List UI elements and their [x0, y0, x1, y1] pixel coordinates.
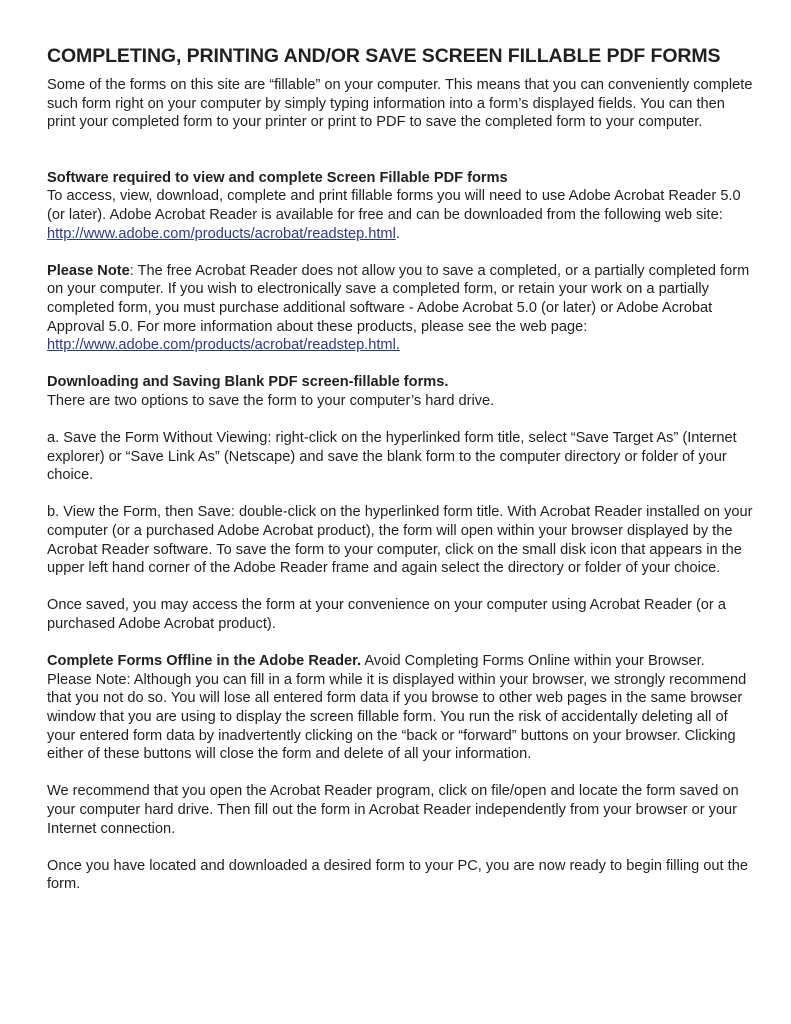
downloading-heading: Downloading and Saving Blank PDF screen-fillable forms.	[47, 374, 449, 391]
spacer	[47, 764, 753, 783]
recommend-paragraph: We recommend that you open the Acrobat Reader program, click on file/open and locate the form saved on your computer hard drive. Then fill out the form in Acrobat Reader independently from your browser or your Internet connection.	[47, 783, 739, 837]
offline-heading: Complete Forms Offline in the Adobe Reader.	[47, 653, 362, 670]
spacer	[47, 243, 753, 262]
option-b-paragraph: b. View the Form, then Save: double-click on the hyperlinked form title. With Acrobat Reader installed on your computer (or a purchased Adobe Acrobat product), the form will open within your browser displayed by the Acrobat Reader software. To save the form to your computer, click on the small disk icon that appears in the upper left hand corner of the Adobe Reader frame and again select the directory or folder of your choice.	[47, 504, 753, 577]
note-paragraph	[47, 262, 753, 355]
offline-paragraph	[47, 652, 753, 764]
offline-text: Avoid Completing Forms Online within your Browser. Please Note: Although you can fill in a form while it is displayed within your browser, we strongly recommend that you not do so. You will lose all entered form data if you browse to other web pages in the same browser window that you are using to display the screen fillable form. You run the risk of accidentally deleting all of your entered form data by inadvertently clicking on the “back or “forward” buttons on your browser. Clicking either of these buttons will close the form and delete of all your information.	[47, 653, 747, 763]
intro-paragraph: Some of the forms on this site are “fillable” on your computer. This means that you can conveniently complete such form right on your computer by simply typing information into a form’s displayed fields. You can then print your completed form to your printer or print to PDF to save the completed form to your computer.	[47, 77, 753, 131]
software-section	[47, 169, 753, 243]
note-text: : The free Acrobat Reader does not allow you to save a completed, or a partially completed form on your computer. If you wish to electronically save a completed form, or retain your work on a partially completed form, you must purchase additional software - Adobe Acrobat 5.0 (or later) or Adobe Acrobat Approval 5.0. For more information about these products, please see the web page:	[47, 262, 750, 335]
note-label: Please Note	[47, 262, 130, 279]
spacer	[47, 411, 753, 430]
spacer	[47, 485, 753, 504]
software-text: To access, view, download, complete and print fillable forms you will need to use Adobe Acrobat Reader 5.0 (or later). Adobe Acrobat Reader is available for free and can be downloaded from the following web site:	[47, 188, 741, 223]
downloading-section	[47, 373, 753, 410]
software-after-link: .	[395, 225, 400, 242]
page-title: COMPLETING, PRINTING AND/OR SAVE SCREEN FILLABLE PDF FORMS	[47, 45, 721, 67]
software-heading: Software required to view and complete Screen Fillable PDF forms	[47, 169, 508, 186]
once-saved-paragraph: Once saved, you may access the form at your convenience on your computer using Acrobat Reader (or a purchased Adobe Acrobat product).	[47, 597, 726, 633]
document-page	[47, 44, 753, 894]
option-a-paragraph: a. Save the Form Without Viewing: right-click on the hyperlinked form title, select “Save Target As” (Internet explorer) or “Save Link As” (Netscape) and save the blank form to the computer directory or folder of your choice.	[47, 430, 737, 484]
adobe-info-link[interactable]: http://www.adobe.com/products/acrobat/readstep.html.	[47, 337, 400, 354]
spacer	[47, 634, 753, 653]
spacer	[47, 132, 753, 169]
spacer	[47, 355, 753, 374]
spacer	[47, 838, 753, 857]
final-paragraph: Once you have located and downloaded a desired form to your PC, you are now ready to begin filling out the form.	[47, 857, 748, 893]
adobe-download-link[interactable]: http://www.adobe.com/products/acrobat/readstep.html	[47, 225, 396, 242]
downloading-text: There are two options to save the form to your computer’s hard drive.	[47, 392, 495, 409]
spacer	[47, 578, 753, 597]
